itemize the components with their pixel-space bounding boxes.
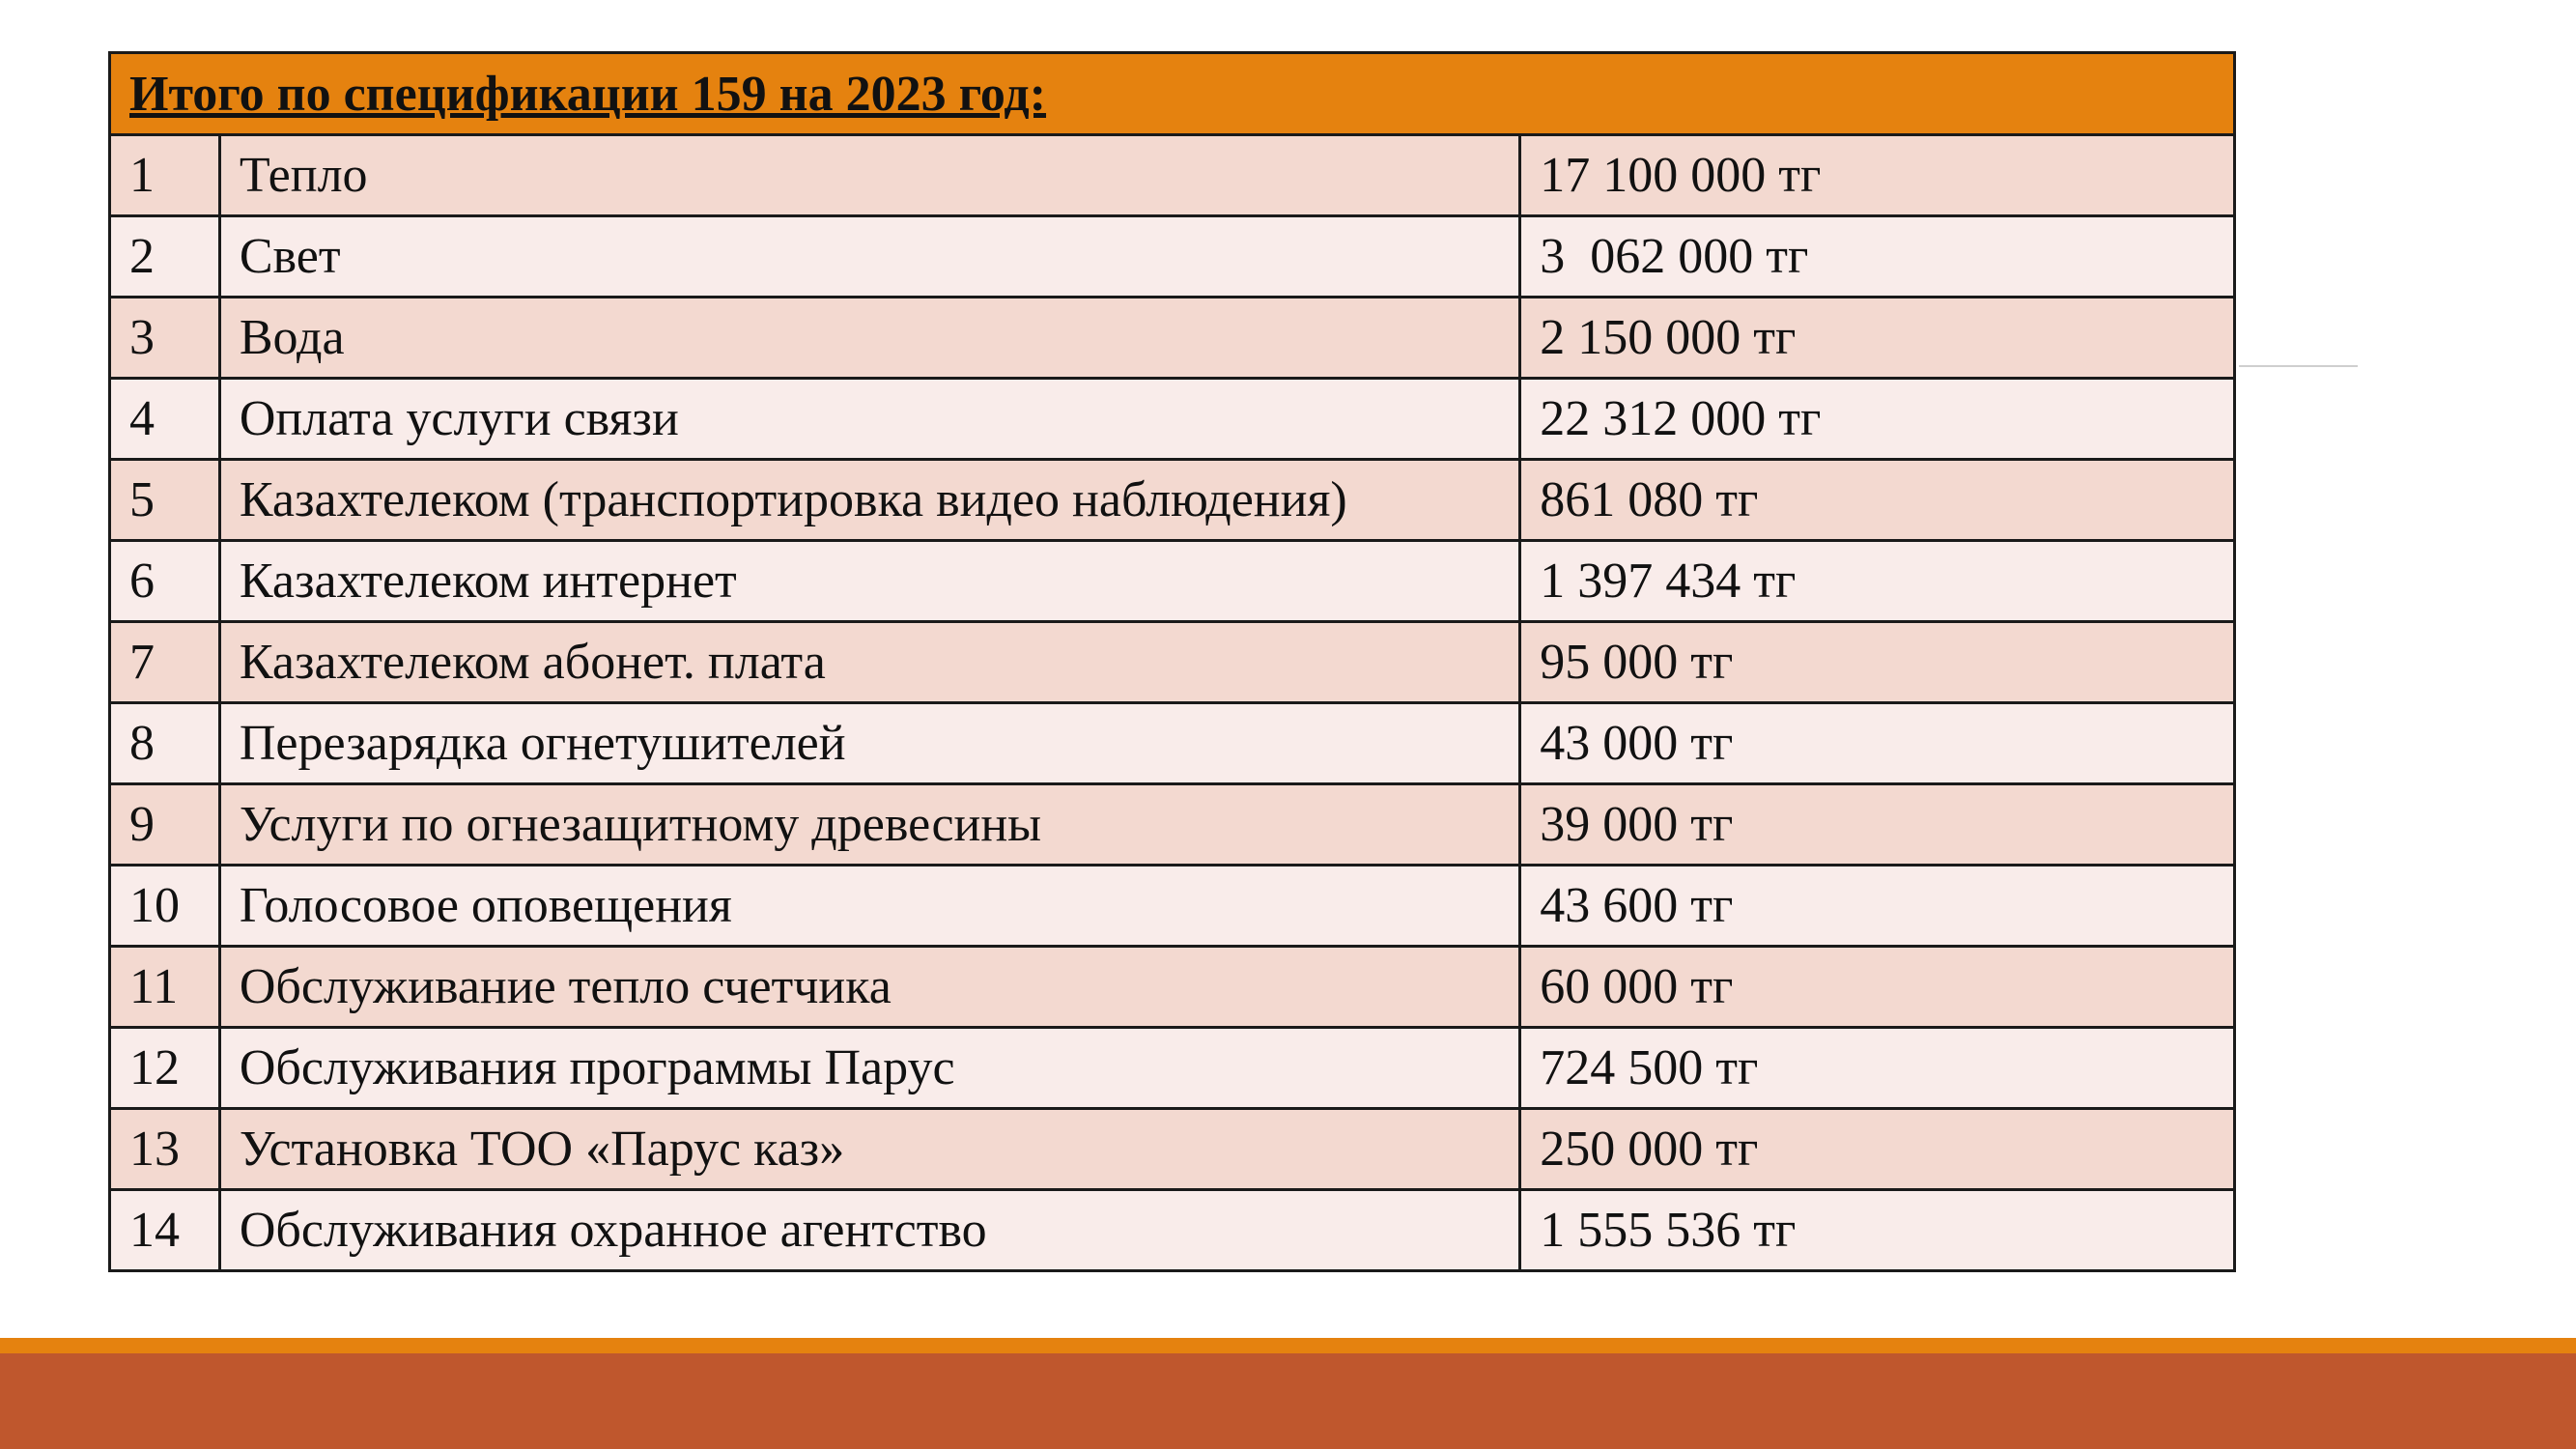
row-number: 7	[110, 622, 220, 703]
row-amount: 724 500 тг	[1520, 1028, 2235, 1109]
table-row	[110, 216, 2235, 298]
row-item-name: Казахтелеком (транспортировка видео наблюдения)	[219, 460, 1519, 541]
row-number: 10	[110, 866, 220, 947]
table-header-row	[110, 53, 2235, 135]
decorative-divider-line	[2239, 365, 2358, 367]
row-item-name: Установка ТОО «Парус каз»	[219, 1109, 1519, 1190]
row-item-name: Тепло	[219, 135, 1519, 216]
row-amount: 861 080 тг	[1520, 460, 2235, 541]
row-number: 4	[110, 379, 220, 460]
row-amount: 43 600 тг	[1520, 866, 2235, 947]
row-number: 6	[110, 541, 220, 622]
footer-band	[0, 1353, 2576, 1449]
table-row	[110, 703, 2235, 784]
row-amount: 1 555 536 тг	[1520, 1190, 2235, 1271]
row-item-name: Вода	[219, 298, 1519, 379]
table-row	[110, 947, 2235, 1028]
specification-table	[108, 51, 2236, 1272]
row-item-name: Голосовое оповещения	[219, 866, 1519, 947]
row-item-name: Обслуживания охранное агентство	[219, 1190, 1519, 1271]
row-number: 8	[110, 703, 220, 784]
row-number: 2	[110, 216, 220, 298]
row-item-name: Обслуживания программы Парус	[219, 1028, 1519, 1109]
row-item-name: Свет	[219, 216, 1519, 298]
row-amount: 1 397 434 тг	[1520, 541, 2235, 622]
table-row	[110, 298, 2235, 379]
table-row	[110, 866, 2235, 947]
table-row	[110, 1109, 2235, 1190]
row-amount: 43 000 тг	[1520, 703, 2235, 784]
row-item-name: Перезарядка огнетушителей	[219, 703, 1519, 784]
row-number: 9	[110, 784, 220, 866]
table-row	[110, 541, 2235, 622]
row-number: 14	[110, 1190, 220, 1271]
row-amount: 2 150 000 тг	[1520, 298, 2235, 379]
row-number: 3	[110, 298, 220, 379]
table-title: Итого по спецификации 159 на 2023 год:	[110, 53, 2235, 135]
row-item-name: Казахтелеком интернет	[219, 541, 1519, 622]
table-body	[110, 53, 2235, 1271]
footer-accent-stripe	[0, 1338, 2576, 1353]
table-row	[110, 622, 2235, 703]
row-item-name: Обслуживание тепло счетчика	[219, 947, 1519, 1028]
row-amount: 17 100 000 тг	[1520, 135, 2235, 216]
row-amount: 250 000 тг	[1520, 1109, 2235, 1190]
table-row	[110, 379, 2235, 460]
row-item-name: Услуги по огнезащитному древесины	[219, 784, 1519, 866]
row-amount: 95 000 тг	[1520, 622, 2235, 703]
row-number: 5	[110, 460, 220, 541]
row-number: 11	[110, 947, 220, 1028]
row-amount: 3 062 000 тг	[1520, 216, 2235, 298]
row-number: 1	[110, 135, 220, 216]
table-row	[110, 1190, 2235, 1271]
row-number: 13	[110, 1109, 220, 1190]
row-item-name: Оплата услуги связи	[219, 379, 1519, 460]
row-amount: 60 000 тг	[1520, 947, 2235, 1028]
table-row	[110, 784, 2235, 866]
row-amount: 22 312 000 тг	[1520, 379, 2235, 460]
table-row	[110, 460, 2235, 541]
row-item-name: Казахтелеком абонет. плата	[219, 622, 1519, 703]
table-row	[110, 1028, 2235, 1109]
row-amount: 39 000 тг	[1520, 784, 2235, 866]
row-number: 12	[110, 1028, 220, 1109]
table-row	[110, 135, 2235, 216]
